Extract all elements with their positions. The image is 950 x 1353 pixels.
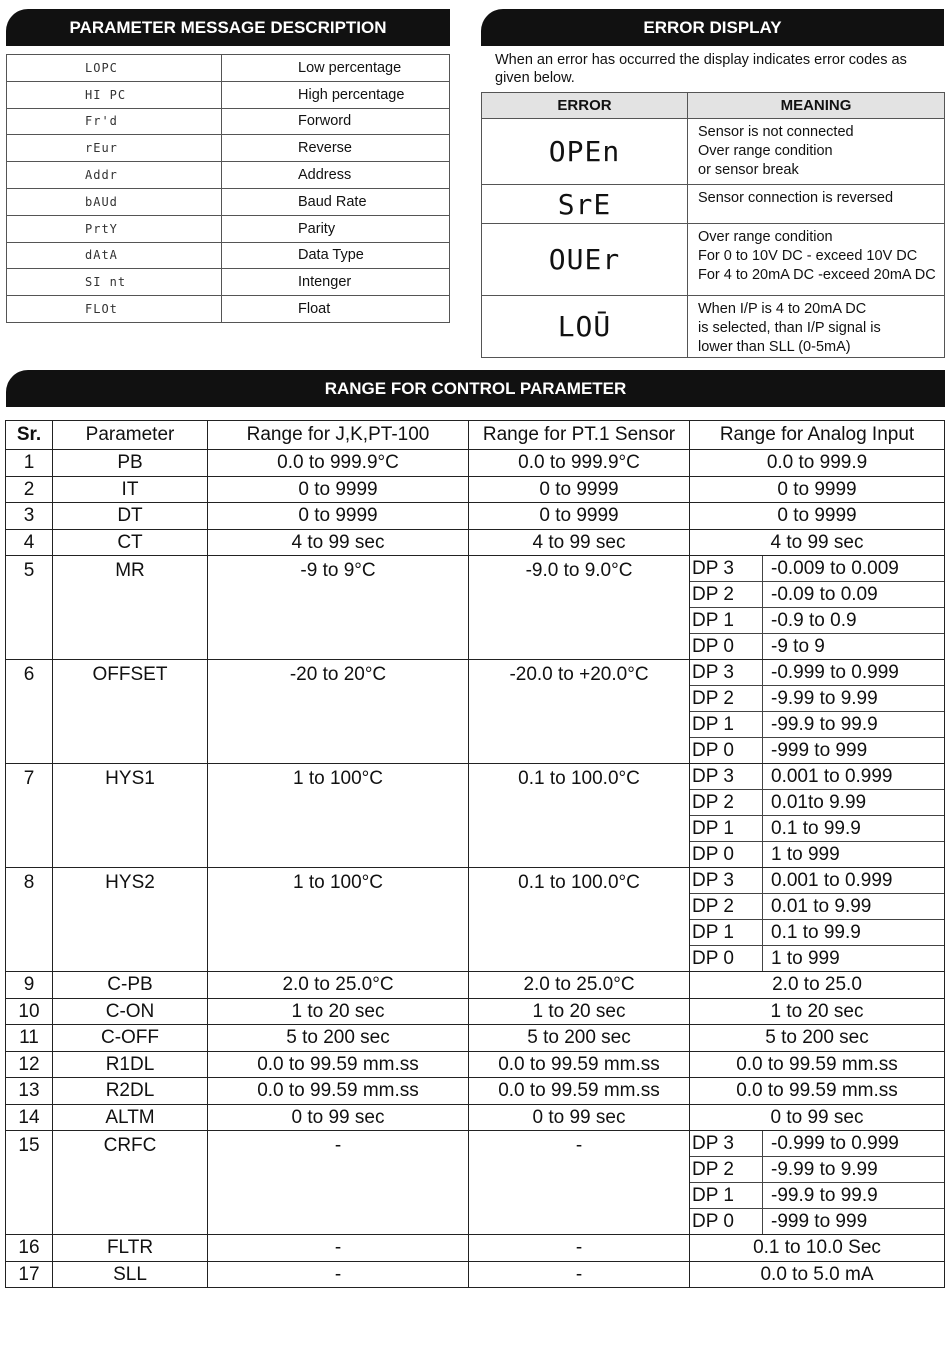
dp-label: DP 1 — [690, 816, 763, 841]
row-range-analog: 4 to 99 sec — [690, 529, 945, 556]
error-row — [482, 296, 945, 358]
range-row — [6, 1235, 945, 1262]
row-range-jk: 0.0 to 999.9°C — [208, 450, 469, 477]
range-row — [6, 660, 945, 764]
param-code: LOPC — [7, 55, 222, 82]
dp-label: DP 2 — [690, 582, 763, 607]
dp-row — [690, 634, 944, 659]
dp-value: -0.009 to 0.009 — [771, 557, 899, 579]
row-range-pt1: 0 to 99 sec — [469, 1104, 690, 1131]
param-section-title — [6, 9, 450, 46]
dp-value: -9.99 to 9.99 — [771, 1158, 878, 1180]
dp-value: -99.9 to 99.9 — [771, 1184, 878, 1206]
dp-row — [690, 894, 944, 920]
row-sr: 1 — [6, 450, 53, 477]
row-range-jk: 2.0 to 25.0°C — [208, 972, 469, 999]
row-parameter: C-OFF — [53, 1025, 208, 1052]
row-range-jk: 0 to 99 sec — [208, 1104, 469, 1131]
error-code: LOŪ — [482, 296, 688, 358]
dp-row — [690, 764, 944, 790]
error-meaning-line: For 4 to 20mA DC -exceed 20mA DC — [698, 267, 936, 283]
range-row — [6, 1261, 945, 1288]
dp-row — [690, 738, 944, 763]
dp-row — [690, 608, 944, 634]
row-range-analog: 0.0 to 99.59 mm.ss — [690, 1051, 945, 1078]
row-parameter: FLTR — [53, 1235, 208, 1262]
row-parameter: PB — [53, 450, 208, 477]
row-sr: 12 — [6, 1051, 53, 1078]
dp-value: 0.1 to 99.9 — [771, 921, 861, 943]
param-code: PrtY — [7, 215, 222, 242]
param-row — [7, 296, 450, 323]
range-row — [6, 556, 945, 660]
row-range-analog — [690, 556, 945, 660]
row-sr: 8 — [6, 868, 53, 972]
header-range-pt1: Range for PT.1 Sensor — [469, 421, 690, 450]
error-meaning-line: Sensor connection is reversed — [698, 190, 894, 206]
meaning-header: MEANING — [688, 93, 945, 119]
dp-row — [690, 842, 944, 867]
error-meaning-line: Over range condition — [698, 229, 833, 245]
dp-value: 0.001 to 0.999 — [771, 765, 893, 787]
dp-row — [690, 712, 944, 738]
param-row — [7, 269, 450, 296]
row-parameter: OFFSET — [53, 660, 208, 764]
param-description: Low percentage — [222, 55, 450, 82]
error-meaning — [688, 296, 945, 358]
dp-value: 0.01 to 9.99 — [771, 895, 872, 917]
row-range-pt1: -9.0 to 9.0°C — [469, 556, 690, 660]
error-section-title-text: ERROR DISPLAY — [643, 17, 782, 37]
param-section-title-text: PARAMETER MESSAGE DESCRIPTION — [69, 17, 387, 37]
row-range-analog: 0.0 to 5.0 mA — [690, 1261, 945, 1288]
error-row — [482, 119, 945, 185]
dp-grid — [690, 764, 944, 867]
param-row — [7, 81, 450, 108]
range-row — [6, 998, 945, 1025]
param-code: Addr — [7, 162, 222, 189]
dp-value: -0.999 to 0.999 — [771, 1132, 899, 1154]
dp-value: -999 to 999 — [771, 739, 868, 761]
row-range-pt1: 0.0 to 999.9°C — [469, 450, 690, 477]
error-meaning-line: or sensor break — [698, 162, 799, 178]
dp-row — [690, 1183, 944, 1209]
row-parameter: SLL — [53, 1261, 208, 1288]
row-parameter: C-ON — [53, 998, 208, 1025]
param-row — [7, 135, 450, 162]
dp-row — [690, 582, 944, 608]
range-row — [6, 529, 945, 556]
param-row — [7, 215, 450, 242]
error-meaning-line: Sensor is not connected — [698, 124, 854, 140]
dp-value: -9.99 to 9.99 — [771, 687, 878, 709]
dp-label: DP 3 — [690, 868, 763, 893]
dp-grid — [690, 660, 944, 763]
param-message-table — [6, 54, 450, 323]
row-range-jk: 1 to 20 sec — [208, 998, 469, 1025]
row-sr: 17 — [6, 1261, 53, 1288]
row-range-jk: - — [208, 1131, 469, 1235]
dp-grid — [690, 556, 944, 659]
param-description: Parity — [222, 215, 450, 242]
param-code: rEur — [7, 135, 222, 162]
param-description: Float — [222, 296, 450, 323]
param-code: dAtA — [7, 242, 222, 269]
error-meaning — [688, 185, 945, 224]
param-row — [7, 108, 450, 135]
dp-row — [690, 816, 944, 842]
row-range-pt1: 0.0 to 99.59 mm.ss — [469, 1078, 690, 1105]
dp-label: DP 3 — [690, 660, 763, 685]
row-parameter: CRFC — [53, 1131, 208, 1235]
error-code: SrE — [482, 185, 688, 224]
row-sr: 11 — [6, 1025, 53, 1052]
dp-row — [690, 556, 944, 582]
row-parameter: DT — [53, 503, 208, 530]
row-range-jk: 0 to 9999 — [208, 503, 469, 530]
row-range-analog — [690, 868, 945, 972]
range-row — [6, 450, 945, 477]
param-description: Forword — [222, 108, 450, 135]
dp-label: DP 1 — [690, 608, 763, 633]
param-description: Data Type — [222, 242, 450, 269]
param-description: Address — [222, 162, 450, 189]
range-row — [6, 476, 945, 503]
header-range-analog: Range for Analog Input — [690, 421, 945, 450]
dp-label: DP 1 — [690, 920, 763, 945]
row-range-jk: 1 to 100°C — [208, 868, 469, 972]
row-range-analog: 0.1 to 10.0 Sec — [690, 1235, 945, 1262]
range-row — [6, 764, 945, 868]
row-sr: 5 — [6, 556, 53, 660]
range-row — [6, 1104, 945, 1131]
error-row — [482, 185, 945, 224]
row-range-analog — [690, 764, 945, 868]
row-sr: 6 — [6, 660, 53, 764]
dp-grid — [690, 868, 944, 971]
row-range-pt1: 0 to 9999 — [469, 476, 690, 503]
range-row — [6, 1025, 945, 1052]
row-range-analog — [690, 1131, 945, 1235]
row-range-jk: 5 to 200 sec — [208, 1025, 469, 1052]
param-code: Fr'd — [7, 108, 222, 135]
dp-label: DP 2 — [690, 1157, 763, 1182]
row-sr: 10 — [6, 998, 53, 1025]
row-range-jk: 0.0 to 99.59 mm.ss — [208, 1051, 469, 1078]
range-table — [5, 420, 945, 1288]
param-code: bAUd — [7, 188, 222, 215]
param-code: FLOt — [7, 296, 222, 323]
row-range-pt1: 4 to 99 sec — [469, 529, 690, 556]
error-meaning-line: Over range condition — [698, 143, 833, 159]
range-row — [6, 1078, 945, 1105]
row-range-jk: 0 to 9999 — [208, 476, 469, 503]
header-range-jk: Range for J,K,PT-100 — [208, 421, 469, 450]
error-meaning-line: lower than SLL (0-5mA) — [698, 339, 851, 355]
dp-row — [690, 790, 944, 816]
row-range-analog: 0 to 9999 — [690, 476, 945, 503]
param-row — [7, 242, 450, 269]
error-meaning — [688, 119, 945, 185]
range-section-title — [6, 370, 945, 407]
dp-value: -99.9 to 99.9 — [771, 713, 878, 735]
row-range-pt1: 5 to 200 sec — [469, 1025, 690, 1052]
param-row — [7, 188, 450, 215]
range-row — [6, 503, 945, 530]
row-sr: 3 — [6, 503, 53, 530]
range-section-title-text: RANGE FOR CONTROL PARAMETER — [324, 378, 627, 398]
dp-row — [690, 868, 944, 894]
dp-value: 1 to 999 — [771, 843, 840, 865]
row-range-analog: 5 to 200 sec — [690, 1025, 945, 1052]
dp-label: DP 0 — [690, 634, 763, 659]
dp-label: DP 2 — [690, 686, 763, 711]
param-code: HI PC — [7, 81, 222, 108]
row-range-pt1: 0.0 to 99.59 mm.ss — [469, 1051, 690, 1078]
row-range-analog: 2.0 to 25.0 — [690, 972, 945, 999]
dp-row — [690, 946, 944, 971]
error-code: OPEn — [482, 119, 688, 185]
row-sr: 9 — [6, 972, 53, 999]
row-range-analog: 0.0 to 999.9 — [690, 450, 945, 477]
error-meaning-line: For 0 to 10V DC - exceed 10V DC — [698, 248, 918, 264]
row-range-jk: -9 to 9°C — [208, 556, 469, 660]
range-row — [6, 1051, 945, 1078]
param-row — [7, 162, 450, 189]
row-sr: 15 — [6, 1131, 53, 1235]
dp-label: DP 0 — [690, 842, 763, 867]
dp-label: DP 0 — [690, 738, 763, 763]
header-parameter: Parameter — [53, 421, 208, 450]
row-range-analog — [690, 660, 945, 764]
row-sr: 14 — [6, 1104, 53, 1131]
row-parameter: HYS1 — [53, 764, 208, 868]
param-description: Reverse — [222, 135, 450, 162]
dp-row — [690, 920, 944, 946]
row-range-pt1: 0 to 9999 — [469, 503, 690, 530]
error-table — [481, 92, 945, 358]
dp-value: -0.09 to 0.09 — [771, 583, 878, 605]
error-meaning-line: is selected, than I/P signal is — [698, 320, 881, 336]
dp-label: DP 3 — [690, 556, 763, 581]
error-header: ERROR — [482, 93, 688, 119]
param-description: Baud Rate — [222, 188, 450, 215]
dp-row — [690, 660, 944, 686]
error-row — [482, 224, 945, 296]
row-range-analog: 0 to 99 sec — [690, 1104, 945, 1131]
range-row — [6, 972, 945, 999]
dp-value: -0.9 to 0.9 — [771, 609, 857, 631]
dp-value: -999 to 999 — [771, 1210, 868, 1232]
row-sr: 2 — [6, 476, 53, 503]
row-range-pt1: 2.0 to 25.0°C — [469, 972, 690, 999]
param-code: SI nt — [7, 269, 222, 296]
row-range-jk: - — [208, 1235, 469, 1262]
row-sr: 4 — [6, 529, 53, 556]
row-range-pt1: - — [469, 1261, 690, 1288]
row-range-analog: 0.0 to 99.59 mm.ss — [690, 1078, 945, 1105]
dp-value: 0.001 to 0.999 — [771, 869, 893, 891]
row-parameter: IT — [53, 476, 208, 503]
dp-row — [690, 1157, 944, 1183]
row-range-pt1: - — [469, 1131, 690, 1235]
row-range-analog: 0 to 9999 — [690, 503, 945, 530]
param-description: High percentage — [222, 81, 450, 108]
error-section-title — [481, 9, 944, 46]
row-range-pt1: - — [469, 1235, 690, 1262]
dp-value: 1 to 999 — [771, 947, 840, 969]
dp-label: DP 0 — [690, 946, 763, 971]
dp-row — [690, 686, 944, 712]
error-intro: When an error has occurred the display indicates error codes as given below. — [495, 52, 907, 86]
dp-value: -0.999 to 0.999 — [771, 661, 899, 683]
row-parameter: CT — [53, 529, 208, 556]
dp-value: 0.01to 9.99 — [771, 791, 867, 813]
dp-grid — [690, 1131, 944, 1234]
row-parameter: C-PB — [53, 972, 208, 999]
dp-label: DP 0 — [690, 1209, 763, 1234]
param-row — [7, 55, 450, 82]
row-range-jk: 1 to 100°C — [208, 764, 469, 868]
dp-label: DP 3 — [690, 1131, 763, 1156]
row-range-pt1: 1 to 20 sec — [469, 998, 690, 1025]
row-parameter: MR — [53, 556, 208, 660]
range-row — [6, 1131, 945, 1235]
row-range-pt1: 0.1 to 100.0°C — [469, 868, 690, 972]
row-sr: 7 — [6, 764, 53, 868]
dp-value: -9 to 9 — [771, 635, 825, 657]
row-range-pt1: -20.0 to +20.0°C — [469, 660, 690, 764]
row-range-jk: 4 to 99 sec — [208, 529, 469, 556]
dp-label: DP 2 — [690, 894, 763, 919]
row-range-jk: - — [208, 1261, 469, 1288]
error-code: OUEr — [482, 224, 688, 296]
range-row — [6, 868, 945, 972]
row-range-jk: 0.0 to 99.59 mm.ss — [208, 1078, 469, 1105]
dp-label: DP 3 — [690, 764, 763, 789]
row-range-jk: -20 to 20°C — [208, 660, 469, 764]
dp-label: DP 1 — [690, 1183, 763, 1208]
row-sr: 16 — [6, 1235, 53, 1262]
param-description: Intenger — [222, 269, 450, 296]
dp-label: DP 1 — [690, 712, 763, 737]
row-parameter: HYS2 — [53, 868, 208, 972]
row-range-analog: 1 to 20 sec — [690, 998, 945, 1025]
row-parameter: R2DL — [53, 1078, 208, 1105]
row-parameter: ALTM — [53, 1104, 208, 1131]
dp-row — [690, 1209, 944, 1234]
row-range-pt1: 0.1 to 100.0°C — [469, 764, 690, 868]
dp-label: DP 2 — [690, 790, 763, 815]
error-meaning-line: When I/P is 4 to 20mA DC — [698, 301, 867, 317]
row-sr: 13 — [6, 1078, 53, 1105]
header-sr: Sr. — [6, 421, 53, 450]
dp-value: 0.1 to 99.9 — [771, 817, 861, 839]
row-parameter: R1DL — [53, 1051, 208, 1078]
error-meaning — [688, 224, 945, 296]
dp-row — [690, 1131, 944, 1157]
